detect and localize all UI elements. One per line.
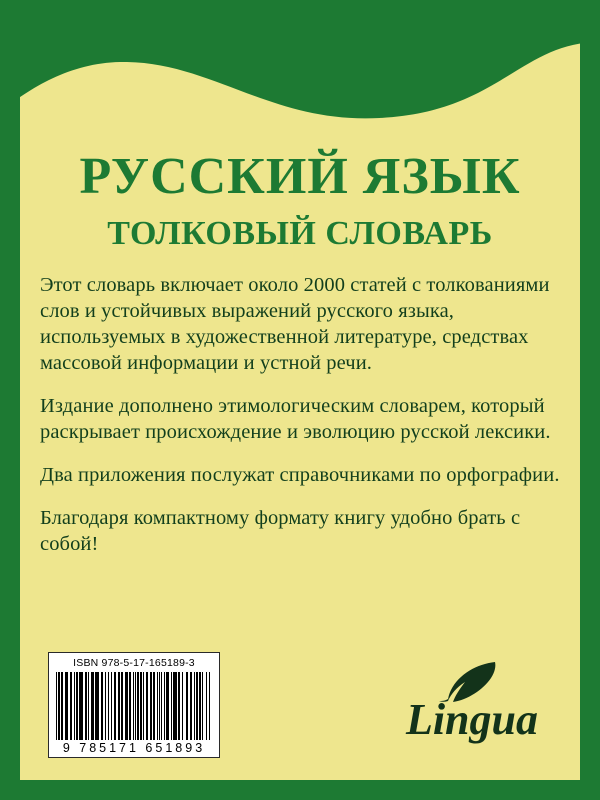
publisher-name: Lingua: [405, 695, 538, 744]
blurb-paragraph: Благодаря компактному формату книгу удобно брать с собой!: [40, 507, 521, 556]
blurb-text: [40, 272, 560, 557]
border-right: [580, 0, 600, 800]
top-banner: [0, 0, 600, 160]
blurb-paragraph: Этот словарь включает около 2000 статей с толкованиями слов и устойчивых выражений русского языка, используемых в художественной литературе, средствах массовой информации и устной речи.: [40, 274, 550, 375]
publisher-logo: [406, 660, 538, 742]
isbn-label: ISBN 978-5-17-165189-3: [73, 657, 195, 669]
title-block: [0, 150, 600, 252]
barcode: [48, 652, 220, 758]
page-subtitle: ТОЛКОВЫЙ СЛОВАРЬ: [107, 214, 493, 252]
border-left: [0, 0, 20, 800]
page-title: РУССКИЙ ЯЗЫК: [79, 148, 521, 205]
border-bottom: [0, 780, 600, 800]
barcode-bars: [53, 672, 215, 740]
barcode-digits: 9 785171 651893: [62, 741, 206, 755]
blurb-paragraph: Два приложения послужат справочниками по орфографии.: [40, 464, 560, 487]
feather-icon: [406, 660, 538, 704]
border-top: [0, 0, 600, 20]
blurb-paragraph: Издание дополнено этимологическим словарем, который раскрывает происхождение и эволюцию русской лексики.: [40, 395, 551, 444]
